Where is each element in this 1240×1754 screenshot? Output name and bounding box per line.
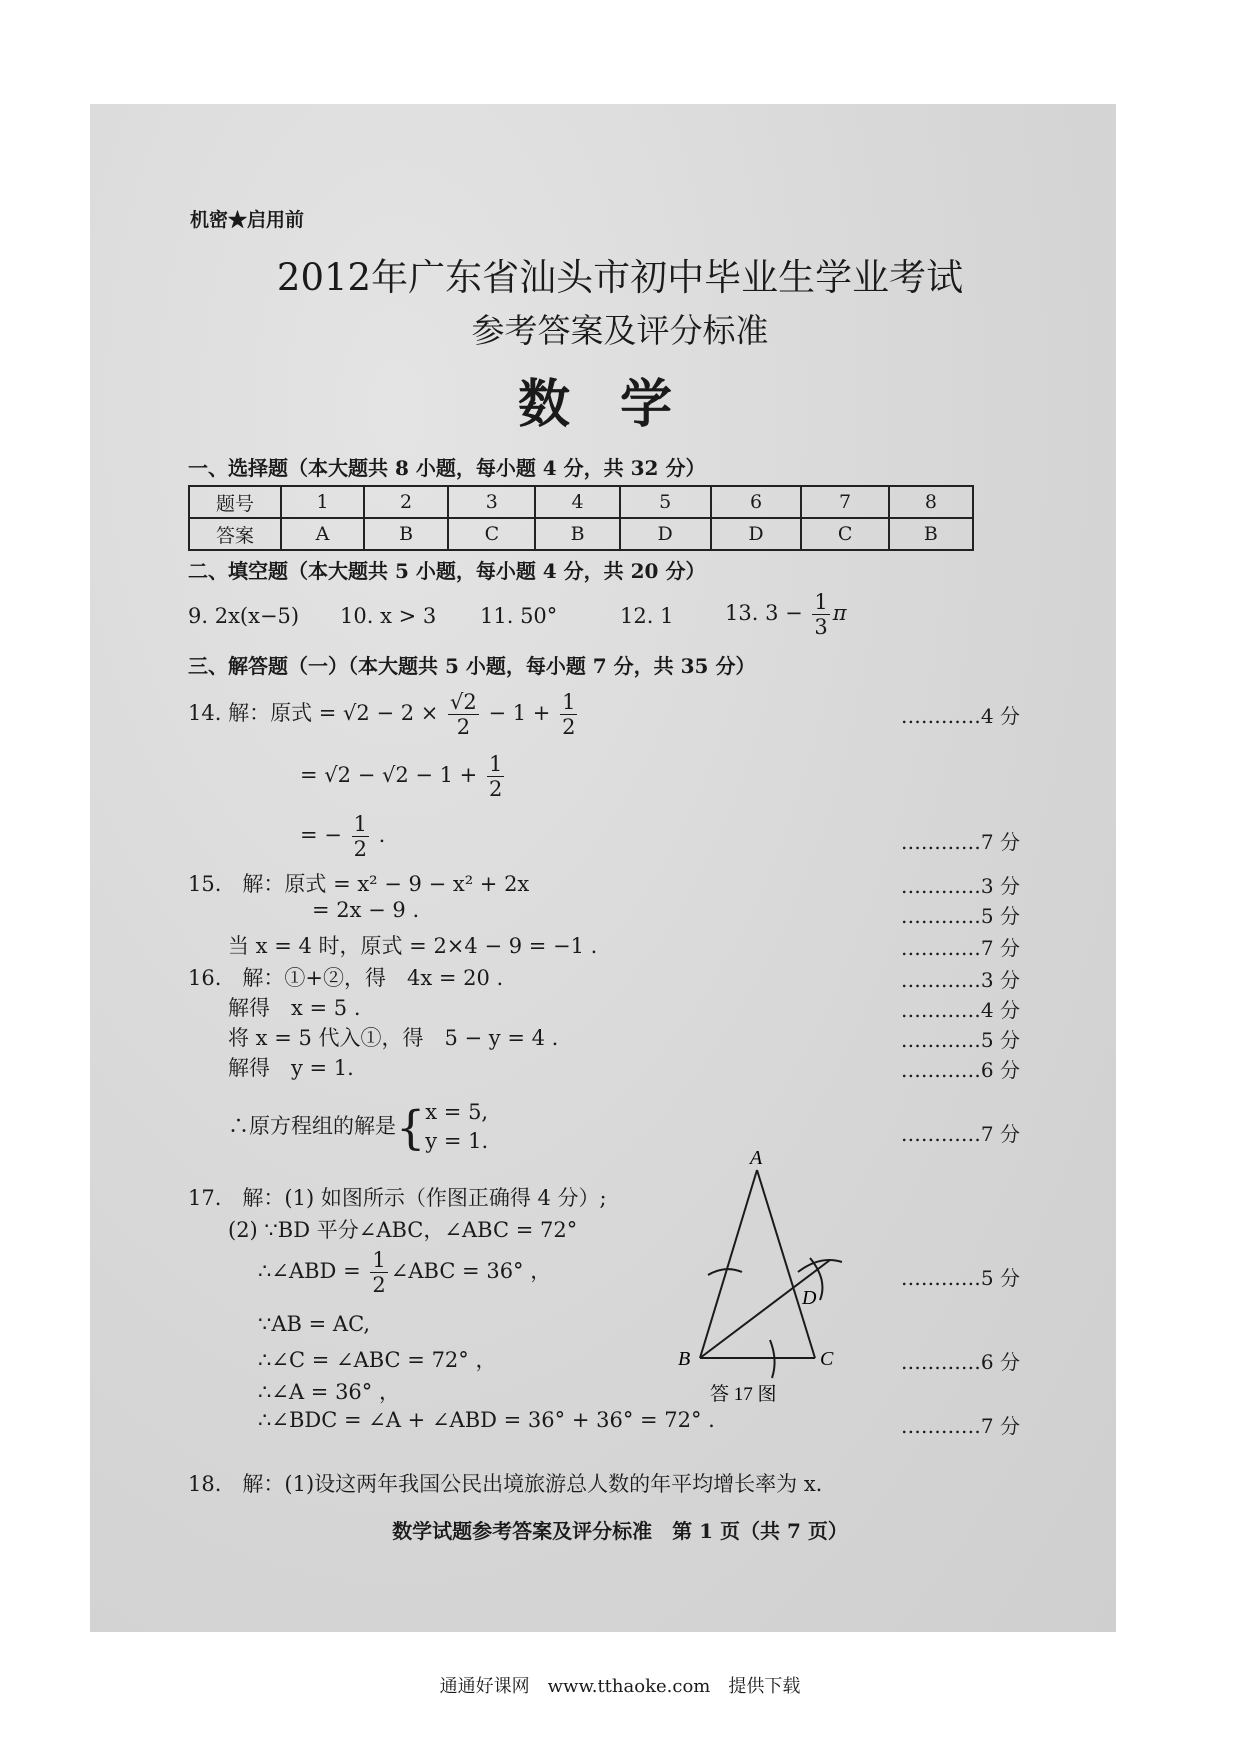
answer-table (188, 485, 974, 551)
system-eq: y = 1. (425, 1129, 489, 1154)
q16-conclusion: ∴原方程组的解是 (228, 1113, 396, 1138)
answer-12: 12. 1 (620, 604, 674, 628)
q14-line3 (300, 812, 385, 861)
vertex-c-label: C (820, 1348, 834, 1370)
denominator: 2 (353, 837, 367, 862)
section2-heading: 二、填空题（本大题共 5 小题，每小题 4 分，共 20 分） (188, 559, 706, 583)
score-mark: …………3 分 (900, 968, 1020, 992)
table-row-label: 答案 (189, 518, 281, 550)
q17-line4: ∵AB = AC, (258, 1312, 371, 1336)
fraction (487, 752, 504, 801)
numerator: 1 (372, 1248, 386, 1272)
answer-11: 11. 50° (480, 604, 558, 628)
q14-term: − 1 + (488, 701, 551, 726)
numerator: 1 (488, 752, 503, 776)
answer-cell: B (535, 518, 619, 550)
q16-line2: 解得 x = 5 . (228, 996, 361, 1020)
answer-9: 9. 2x(x−5) (188, 604, 300, 628)
q17-term: ∠ABC = 36° ， (390, 1259, 552, 1284)
answer-cell: B (889, 518, 973, 550)
equation-system (425, 1098, 488, 1157)
denominator: 3 (814, 615, 828, 640)
system-eq: x = 5, (425, 1100, 489, 1124)
q17-line3 (258, 1248, 551, 1297)
q14-term: . (378, 823, 386, 848)
side-ac (757, 1170, 815, 1358)
question-number: 3 (448, 486, 535, 518)
table-row (189, 486, 973, 518)
construction-arc (798, 1260, 842, 1272)
q14-term: = √2 − √2 − 1 + (300, 763, 478, 788)
subject-title: 数学 (517, 374, 722, 435)
denominator: 2 (488, 777, 503, 802)
question-number: 6 (711, 486, 802, 518)
score-mark: …………4 分 (900, 704, 1020, 728)
site-credit: 通通好课网 www.tthaoke.com 提供下载 (439, 1676, 801, 1697)
score-mark: …………6 分 (900, 1350, 1020, 1374)
q17-line7: ∴∠BDC = ∠A + ∠ABD = 36° + 36° = 72° . (258, 1408, 715, 1432)
q14-line1 (188, 690, 580, 739)
q16-line1: 16. 解：①+②，得 4x = 20 . (188, 966, 504, 990)
q14-line2 (300, 752, 507, 801)
fraction (812, 590, 829, 639)
q15-line1: 15. 解：原式 = x² − 9 − x² + 2x (188, 872, 530, 896)
page-title: 2012年广东省汕头市初中毕业生学业考试 (276, 256, 964, 299)
figure-caption: 答 17 图 (710, 1384, 777, 1405)
answer-13 (725, 590, 847, 639)
confidential-mark: 机密★启用前 (190, 209, 305, 231)
side-ab (700, 1170, 757, 1358)
q16-line3: 将 x = 5 代入①，得 5 − y = 4 . (228, 1026, 559, 1050)
answer-cell: D (620, 518, 711, 550)
score-mark: …………5 分 (900, 1028, 1020, 1052)
q15-line2: = 2x − 9 . (312, 898, 420, 922)
page-footer: 数学试题参考答案及评分标准 第 1 页（共 7 页） (392, 1519, 848, 1543)
score-mark: …………7 分 (900, 1122, 1020, 1146)
table-row (189, 518, 973, 550)
denominator: 2 (562, 715, 576, 740)
answer-cell: D (711, 518, 802, 550)
score-mark: …………4 分 (900, 998, 1020, 1022)
section1-heading: 一、选择题（本大题共 8 小题，每小题 4 分，共 32 分） (188, 456, 706, 480)
question-number: 7 (801, 486, 888, 518)
pi-symbol: π (832, 601, 847, 626)
fraction (448, 690, 479, 739)
q17-line2: (2) ∵BD 平分∠ABC，∠ABC = 72° (228, 1218, 578, 1242)
denominator: 2 (372, 1273, 386, 1298)
numerator: 1 (353, 812, 367, 836)
q17-term: ∴∠ABD = (258, 1259, 361, 1284)
q16-line4: 解得 y = 1. (228, 1056, 354, 1080)
score-mark: …………5 分 (900, 1266, 1020, 1290)
vertex-a-label: A (750, 1150, 763, 1169)
fraction (352, 812, 369, 861)
score-mark: …………5 分 (900, 904, 1020, 928)
question-number: 8 (889, 486, 973, 518)
answer-cell: C (448, 518, 535, 550)
section3-heading: 三、解答题（一）（本大题共 5 小题，每小题 7 分，共 35 分） (188, 654, 756, 678)
question-number: 4 (535, 486, 619, 518)
score-mark: …………7 分 (900, 1414, 1020, 1438)
q18-line1: 18. 解：(1)设这两年我国公民出境旅游总人数的年平均增长率为 x. (188, 1472, 823, 1496)
fraction (370, 1248, 387, 1297)
q14-term: = − (300, 823, 342, 848)
point-d-label: D (802, 1287, 817, 1309)
answer-10: 10. x > 3 (340, 604, 437, 628)
question-number: 2 (364, 486, 448, 518)
vertex-b-label: B (678, 1348, 691, 1370)
question-number: 5 (620, 486, 711, 518)
score-mark: …………7 分 (900, 830, 1020, 854)
page-subtitle: 参考答案及评分标准 (471, 311, 769, 350)
table-row-label: 题号 (189, 486, 281, 518)
fraction (560, 690, 577, 739)
denominator: 2 (456, 715, 471, 740)
score-mark: …………3 分 (900, 874, 1020, 898)
numerator: 1 (562, 690, 576, 714)
q17-line1: 17. 解：(1) 如图所示（作图正确得 4 分）; (188, 1186, 607, 1210)
q17-line5: ∴∠C = ∠ABC = 72° ， (258, 1348, 497, 1372)
answer-cell: B (364, 518, 448, 550)
answer-13-prefix: 13. 3 − (725, 601, 803, 626)
numerator: √2 (450, 690, 477, 714)
answer-cell: A (281, 518, 364, 550)
brace: { (396, 1100, 426, 1155)
q14-term: √2 − 2 × (343, 701, 439, 726)
q17-line6: ∴∠A = 36° ， (258, 1380, 400, 1404)
answer-cell: C (801, 518, 888, 550)
score-mark: …………6 分 (900, 1058, 1020, 1082)
score-mark: …………7 分 (900, 936, 1020, 960)
question-number: 1 (281, 486, 364, 518)
triangle-figure (670, 1150, 890, 1410)
q15-line3: 当 x = 4 时，原式 = 2×4 − 9 = −1 . (228, 934, 598, 958)
q16-line5 (228, 1098, 488, 1157)
numerator: 1 (814, 590, 828, 614)
q14-label: 14. 解：原式 = (188, 701, 337, 726)
